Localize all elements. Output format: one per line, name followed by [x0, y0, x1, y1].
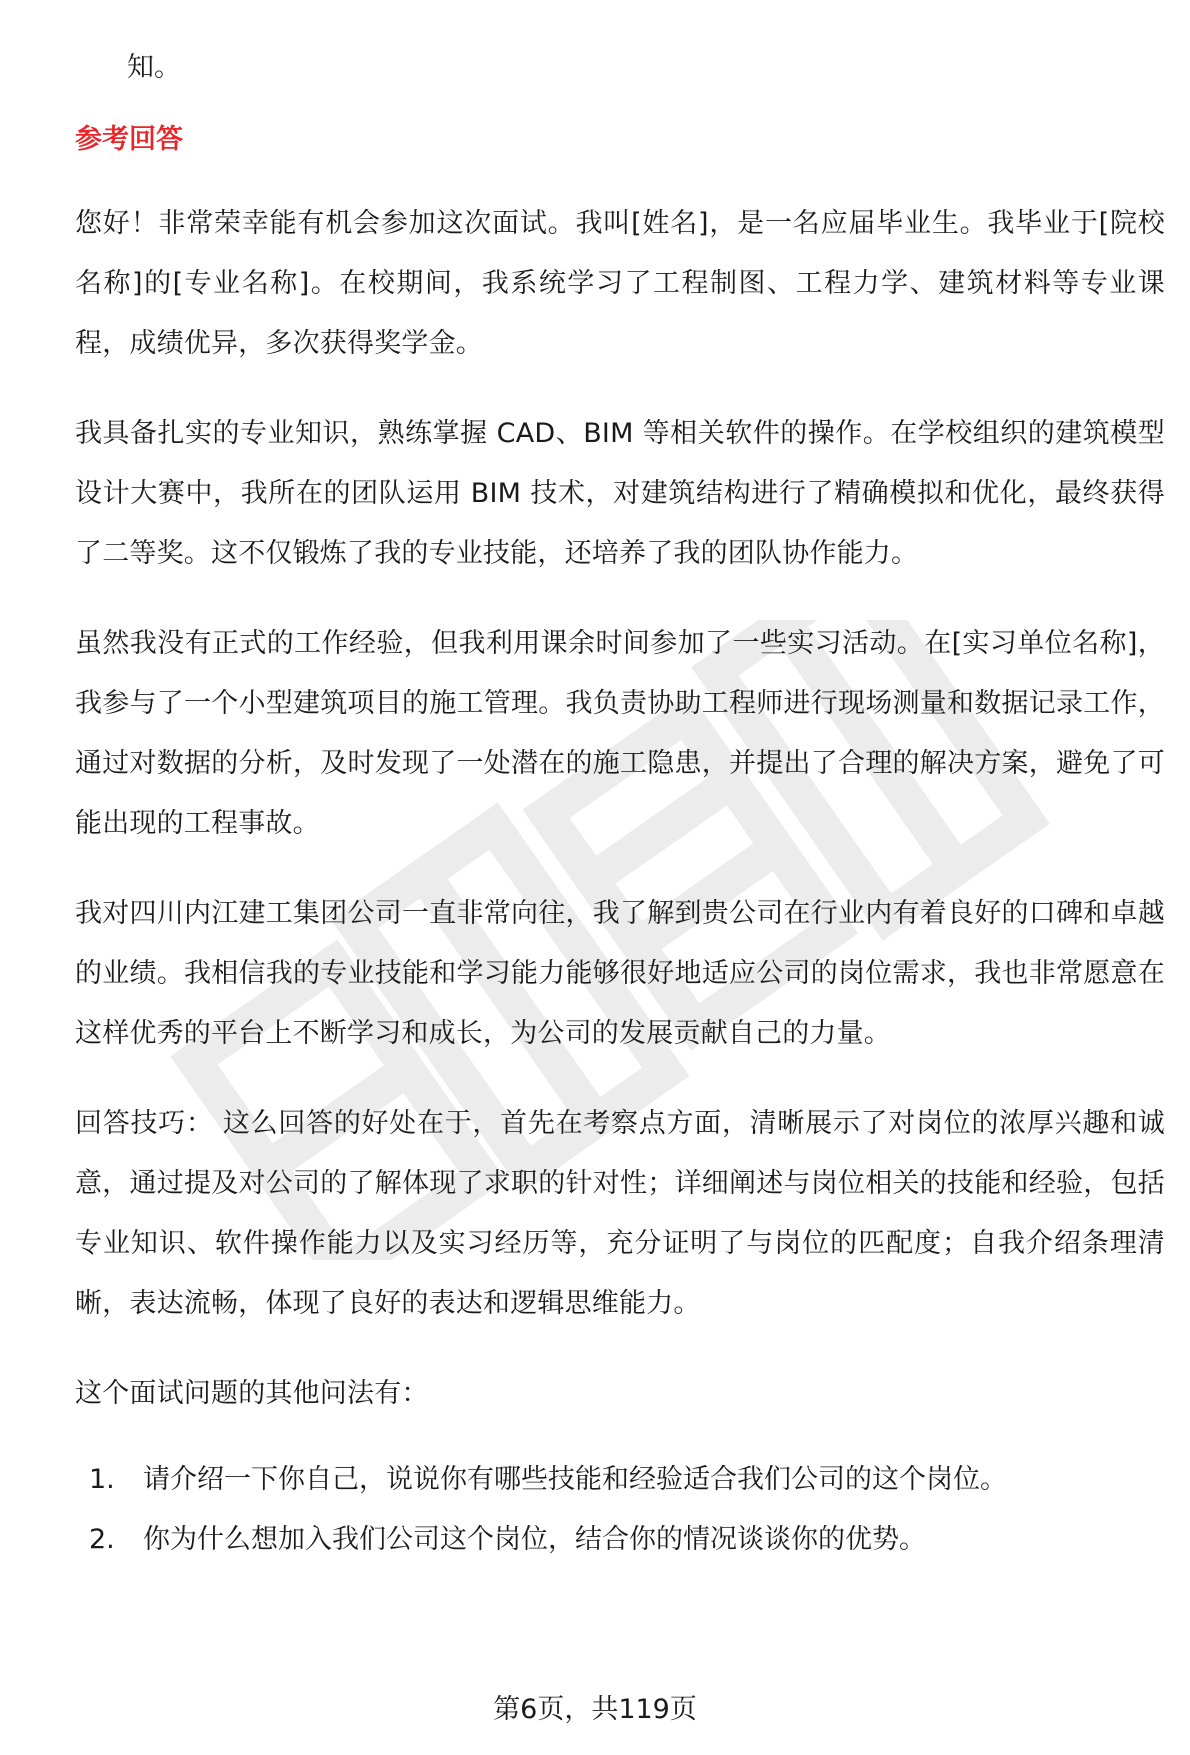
- list-item-text: 你为什么想加入我们公司这个岗位，结合你的情况谈谈你的优势。: [143, 1524, 926, 1555]
- list-item: [75, 1450, 1165, 1510]
- list-item: [75, 1510, 1165, 1570]
- section-heading: 参考回答: [75, 124, 183, 155]
- paragraph-internship: 虽然我没有正式的工作经验，但我利用课余时间参加了一些实习活动。在[实习单位名称]，我参与了一个小型建筑项目的施工管理。我负责协助工程师进行现场测量和数据记录工作，通过对数据的分析，及时发现了一处潜在的施工隐患，并提出了合理的解决方案，避免了可能出现的工程事故。: [75, 628, 1165, 839]
- list-item-text: 请介绍一下你自己，说说你有哪些技能和经验适合我们公司的这个岗位。: [143, 1464, 1007, 1495]
- list-item-number: 1.: [89, 1464, 115, 1495]
- paragraph-skills: 我具备扎实的专业知识，熟练掌握 CAD、BIM 等相关软件的操作。在学校组织的建筑模型设计大赛中，我所在的团队运用 BIM 技术，对建筑结构进行了精确模拟和优化，最终获得了二等奖。这不仅锻炼了我的专业技能，还培养了我的团队协作能力。: [75, 418, 1165, 569]
- paragraph-introduction: 您好！非常荣幸能有机会参加这次面试。我叫[姓名]，是一名应届毕业生。我毕业于[院校名称]的[专业名称]。在校期间，我系统学习了工程制图、工程力学、建筑材料等专业课程，成绩优异，多次获得奖学金。: [75, 208, 1165, 359]
- page-footer: 第6页，共119页: [493, 1694, 697, 1725]
- paragraph-company: 我对四川内江建工集团公司一直非常向往，我了解到贵公司在行业内有着良好的口碑和卓越的业绩。我相信我的专业技能和学习能力能够很好地适应公司的岗位需求，我也非常愿意在这样优秀的平台上不断学习和成长，为公司的发展贡献自己的力量。: [75, 898, 1165, 1049]
- paragraph-answer-tips: 回答技巧： 这么回答的好处在于，首先在考察点方面，清晰展示了对岗位的浓厚兴趣和诚意，通过提及对公司的了解体现了求职的针对性；详细阐述与岗位相关的技能和经验，包括专业知识、软件操作能力以及实习经历等，充分证明了与岗位的匹配度；自我介绍条理清晰，表达流畅，体现了良好的表达和逻辑思维能力。: [75, 1108, 1165, 1319]
- document-body: [75, 48, 1165, 1570]
- list-item-number: 2.: [89, 1524, 115, 1555]
- alternative-questions-list: [75, 1450, 1165, 1570]
- continuation-text: 知。: [127, 52, 181, 83]
- paragraph-other-questions: 这个面试问题的其他问法有：: [75, 1378, 429, 1409]
